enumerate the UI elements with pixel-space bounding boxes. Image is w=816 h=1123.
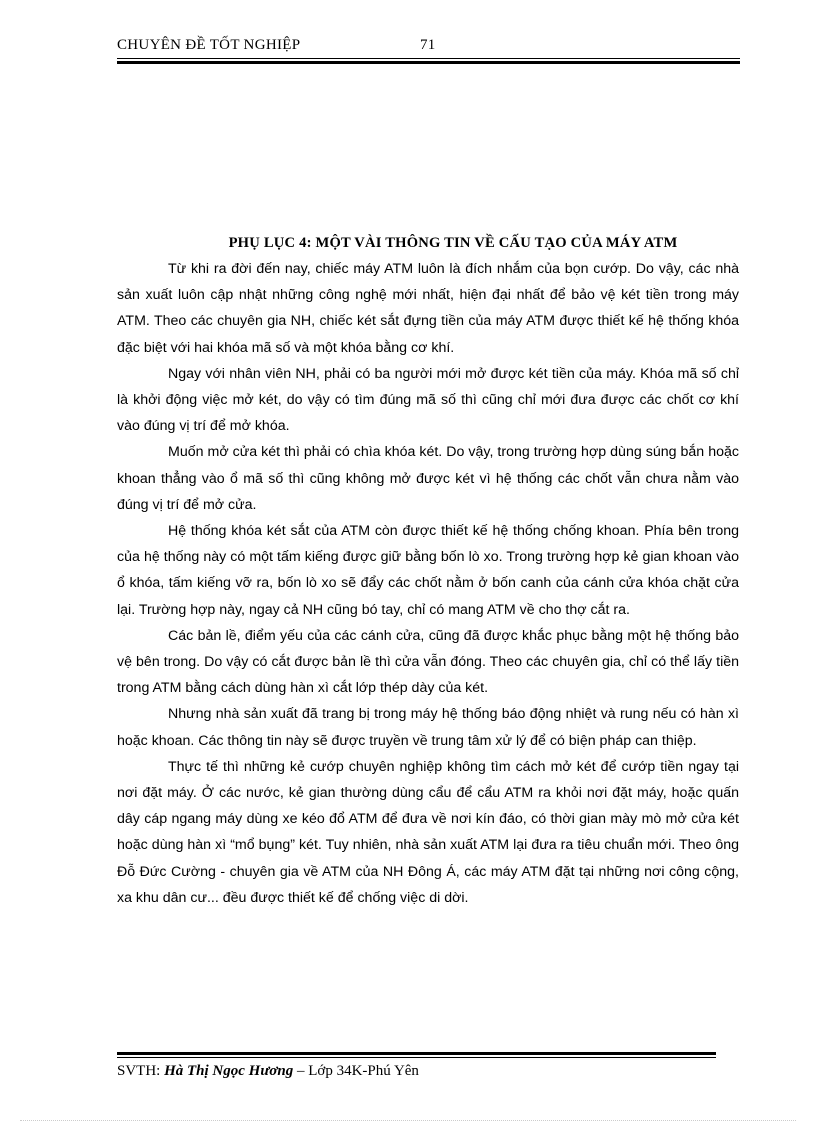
paragraph-7: Thực tế thì những kẻ cướp chuyên nghiệp không tìm cách mở két để cướp tiền ngay tại nơi đặt máy. Ở các nước, kẻ gian thường dùng cẩu để cẩu ATM ra khỏi nơi đặt máy, hoặc quấn dây cáp ngang máy dùng xe kéo đổ ATM để đưa về nơi kín đáo, có thời gian mày mò mở cửa két hoặc dùng hàn xì “mổ bụng” két. Tuy nhiên, nhà sản xuất ATM lại đưa ra tiêu chuẩn mới. Theo ông Đỗ Đức Cường - chuyên gia về ATM của NH Đông Á, các máy ATM đặt tại những nơi công cộng, xa khu dân cư... đều được thiết kế để chống việc di dời.	[117, 758, 739, 906]
paragraph-5: Các bản lề, điểm yếu của các cánh cửa, cũng đã được khắc phục bằng một hệ thống bảo vệ bên trong. Do vậy có cắt được bản lề thì cửa vẫn đóng. Theo các chuyên gia, chỉ có thể lấy tiền trong ATM bằng cách dùng hàn xì cắt lớp thép dày của két.	[117, 627, 739, 697]
paragraph-6: Nhưng nhà sản xuất đã trang bị trong máy hệ thống báo động nhiệt và rung nếu có hàn xì hoặc khoan. Các thông tin này sẽ được truyền về trung tâm xử lý để có biện pháp can thiệp.	[117, 706, 739, 749]
page-edge-divider	[20, 1120, 796, 1121]
section-heading: PHỤ LỤC 4: MỘT VÀI THÔNG TIN VỀ CẤU TẠO CỦA MÁY ATM	[228, 235, 678, 251]
paragraph-2: Ngay với nhân viên NH, phải có ba người mới mở được két tiền của máy. Khóa mã số chỉ là khởi động việc mở két, do vậy có tìm đúng mã số thì cũng chỉ mới đưa được các chốt cơ khí vào đúng vị trí để mở khóa.	[117, 365, 739, 435]
footer-class: – Lớp 34K-Phú Yên	[293, 1063, 419, 1079]
header-rule-thin	[117, 58, 740, 59]
paragraph-4: Hệ thống khóa két sắt của ATM còn được thiết kế hệ thống chống khoan. Phía bên trong của hệ thống này có một tấm kiếng được giữ bằng bốn lò xo. Trong trường hợp kẻ gian khoan vào ổ khóa, tấm kiếng vỡ ra, bốn lò xo sẽ đẩy các chốt nằm ở bốn canh của cánh cửa khóa chặt cửa lại. Trường hợp này, ngay cả NH cũng bó tay, chỉ có mang ATM về cho thợ cắt ra.	[117, 523, 739, 618]
page-footer	[117, 1063, 419, 1080]
footer-author: Hà Thị Ngọc Hương	[164, 1063, 294, 1079]
page-number: 71	[420, 37, 436, 53]
footer-rule-thick	[117, 1052, 716, 1055]
header-rule-thick	[117, 61, 740, 64]
main-content	[117, 230, 739, 911]
page-header	[117, 37, 740, 57]
paragraph-1: Từ khi ra đời đến nay, chiếc máy ATM luôn là đích nhắm của bọn cướp. Do vậy, các nhà sản xuất luôn cập nhật những công nghệ mới nhất, hiện đại nhất để bảo vệ két tiền trong máy ATM. Theo các chuyên gia NH, chiếc két sắt đựng tiền của máy ATM được thiết kế hệ thống khóa đặc biệt với hai khóa mã số và một khóa bằng cơ khí.	[117, 261, 739, 356]
header-title: CHUYÊN ĐỀ TỐT NGHIỆP	[117, 37, 301, 53]
paragraph-3: Muốn mở cửa két thì phải có chìa khóa két. Do vậy, trong trường hợp dùng súng bắn hoặc khoan thẳng vào ổ mã số thì cũng không mở được két vì hệ thống các chốt vẫn chưa nằm vào đúng vị trí để mở cửa.	[117, 444, 739, 513]
footer-prefix: SVTH:	[117, 1063, 165, 1079]
footer-rule-thin	[117, 1057, 716, 1058]
